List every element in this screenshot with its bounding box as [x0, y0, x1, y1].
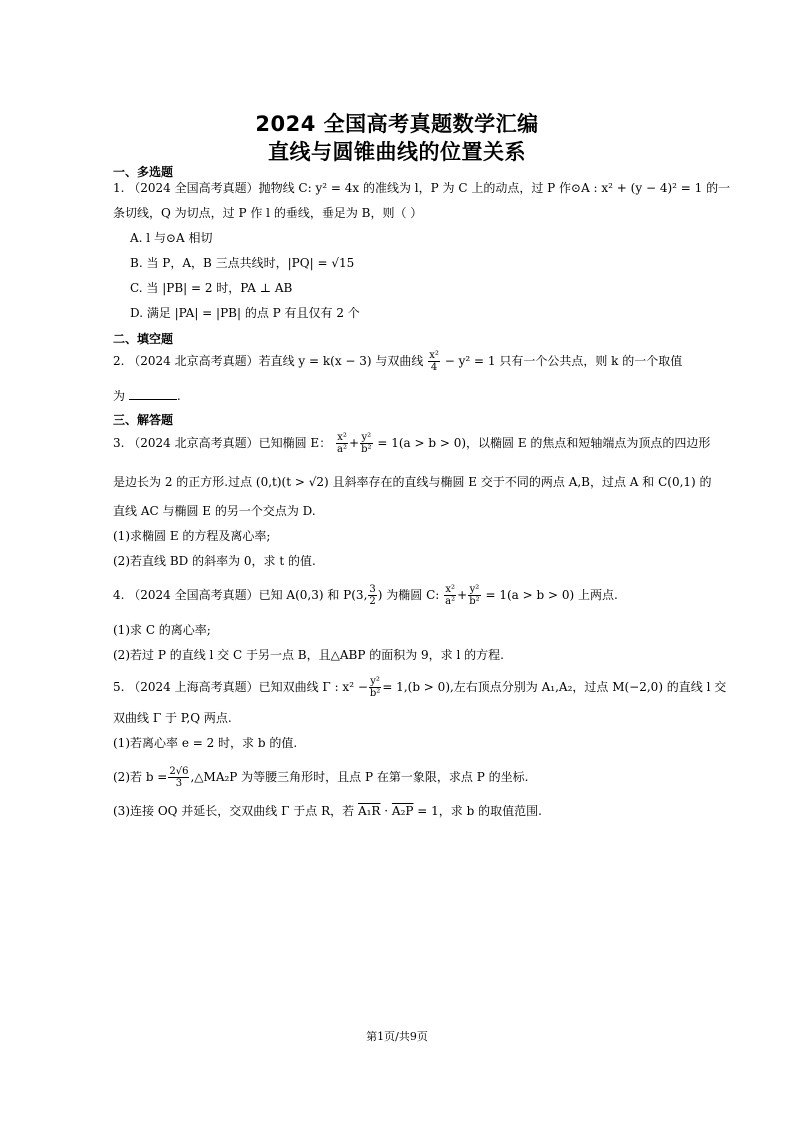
- question-3-stem-line3: 直线 AC 与椭圆 E 的另一个交点为 D.: [113, 504, 316, 518]
- question-3-part-2: (2)若直线 BD 的斜率为 0，求 t 的值.: [113, 554, 316, 568]
- question-2-text-a: 2. （2024 北京高考真题）若直线 y = k(x − 3) 与双曲线: [113, 354, 424, 368]
- question-3-fraction-x: $\frac{\text{x²}}{\text{a²}}$: [337, 432, 348, 455]
- question-3-part-1: (1)求椭圆 E 的方程及离心率;: [113, 529, 271, 543]
- question-5-fraction-b: $\frac{2√6}{3}$: [169, 766, 189, 789]
- question-5-part-1: (1)若离心率 e = 2 时，求 b 的值.: [113, 736, 298, 750]
- document-subtitle: 直线与圆锥曲线的位置关系: [268, 140, 526, 164]
- question-4-fraction-x: $\frac{\text{x²}}{\text{a²}}$: [445, 584, 456, 607]
- section-heading-solutions: 三、解答题: [113, 413, 174, 427]
- question-4-fraction-y: $\frac{\text{y²}}{\text{b²}}$: [469, 584, 480, 607]
- question-2-stem-line2: 为 .: [113, 389, 181, 403]
- document-title: 2024 全国高考真题数学汇编: [255, 112, 539, 136]
- question-4-part-2: (2)若过 P 的直线 l 交 C 于另一点 B，且△ABP 的面积为 9，求 l 的方程.: [113, 648, 504, 662]
- page-footer: 第1页/共9页: [366, 1030, 428, 1043]
- question-3-stem-line1: 3. （2024 北京高考真题）已知椭圆 E： $\frac{\text{x²}}{\text{a²}}$ + $\frac{\text{y²}}{\text{b²}}$ = 1(a > b > 0)，以椭圆 E 的焦点和短轴端点为顶点的四边形: [113, 432, 711, 455]
- question-2-text-b: − y² = 1 只有一个公共点，则 k 的一个取值: [444, 354, 683, 368]
- question-1-option-c: C. 当 |PB| = 2 时，PA ⊥ AB: [130, 281, 293, 295]
- question-1-option-b: B. 当 P，A，B 三点共线时，|PQ| = √15: [130, 256, 355, 270]
- section-heading-multiple-choice: 一、多选题: [113, 165, 174, 179]
- question-5-part-3: (3)连接 OQ 并延长，交双曲线 Γ 于点 R，若 A₁R · A₂P = 1，求 b 的取值范围.: [113, 804, 542, 818]
- question-3-stem-line2: 是边长为 2 的正方形.过点 (0,t)(t > √2) 且斜率存在的直线与椭圆 E 交于不同的两点 A,B，过点 A 和 C(0,1) 的: [113, 475, 712, 489]
- question-1-option-d: D. 满足 |PA| = |PB| 的点 P 有且仅有 2 个: [130, 306, 360, 320]
- question-1-option-a: A. l 与⊙A 相切: [130, 231, 213, 245]
- question-2-fraction: $\frac{\text{x²}}{4}$: [429, 350, 439, 373]
- question-1-stem-line2: 条切线，Q 为切点，过 P 作 l 的垂线，垂足为 B，则（ ）: [113, 206, 423, 220]
- vector-a1r: A₁R: [357, 804, 381, 818]
- answer-blank[interactable]: [129, 389, 177, 400]
- vector-a2p: A₂P: [391, 804, 414, 818]
- question-5-stem-line1: 5. （2024 上海高考真题）已知双曲线 Γ : x² − $\frac{\text{y²}}{\text{b²}}$ = 1,(b > 0),左右顶点分别为 A₁,A₂，过点 M(−2,0) 的直线 l 交: [113, 676, 727, 699]
- section-heading-fill-in: 二、填空题: [113, 332, 174, 346]
- question-4-fraction-p: $\frac{3}{2}$: [369, 584, 376, 607]
- question-5-part-2: (2)若 b = $\frac{2√6}{3}$ ,△MA₂P 为等腰三角形时，且点 P 在第一象限，求点 P 的坐标.: [113, 766, 529, 789]
- question-2-stem-line1: [113, 350, 688, 373]
- question-1-stem-line1: 1. （2024 全国高考真题）抛物线 C: y² = 4x 的准线为 l，P 为 C 上的动点，过 P 作⊙A : x² + (y − 4)² = 1 的一: [113, 181, 731, 195]
- question-4-stem-line1: 4. （2024 全国高考真题）已知 A(0,3) 和 P(3, $\frac{3}{2}$ ) 为椭圆 C: $\frac{\text{x²}}{\text{a²}}$ + $\frac{\text{y²}}{\text{b²}}$ = 1(a > b > 0) 上两点.: [113, 584, 618, 607]
- question-4-part-1: (1)求 C 的离心率;: [113, 623, 211, 637]
- question-3-fraction-y: $\frac{\text{y²}}{\text{b²}}$: [361, 432, 372, 455]
- question-5-fraction-y: $\frac{\text{y²}}{\text{b²}}$: [369, 676, 381, 699]
- question-5-stem-line2: 双曲线 Γ 于 P,Q 两点.: [113, 711, 232, 725]
